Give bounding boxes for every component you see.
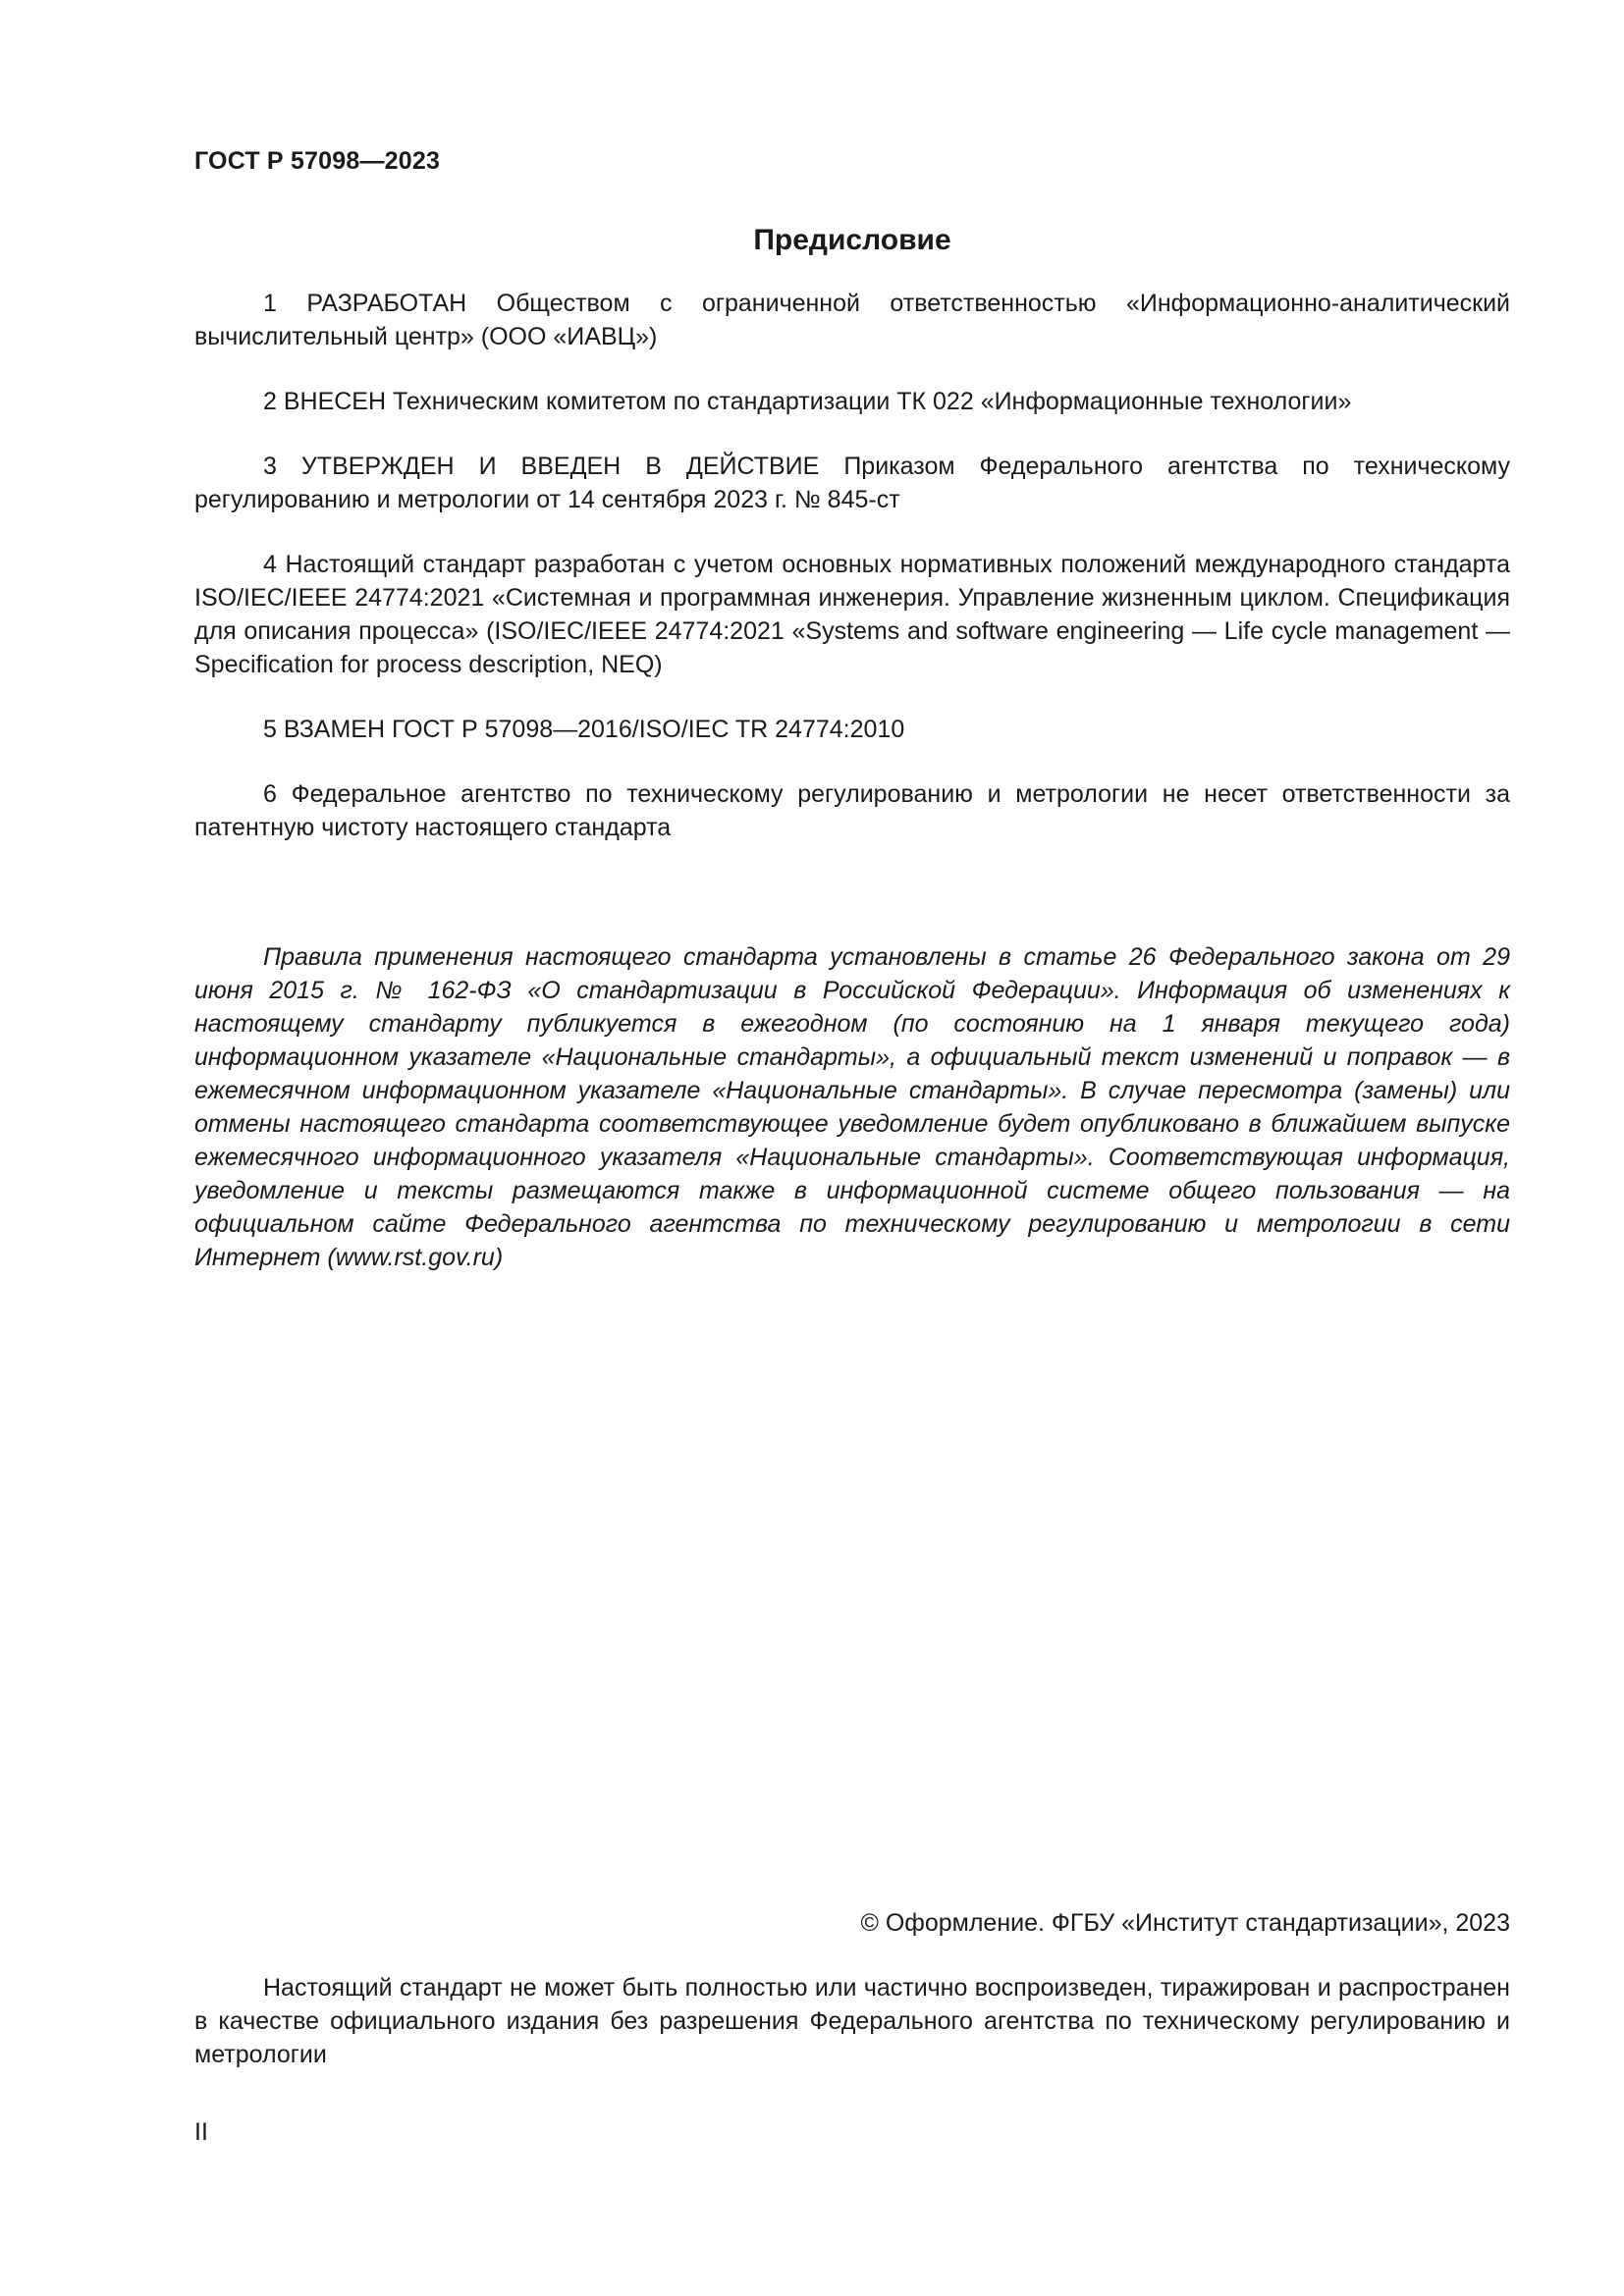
copyright-line: © Оформление. ФГБУ «Институт стандартизации», 2023 <box>860 1909 1510 1937</box>
standard-code: ГОСТ Р 57098—2023 <box>194 147 441 175</box>
preface-item-basis: 4 Настоящий стандарт разработан с учетом основных нормативных положений международного стандарта ISO/IEC/IEEE 24774:2021 «Системная и программная инженерия. Управление жизненным циклом. Спецификация для описания процесса» (ISO/IEC/IEEE 24774:2021 «Systems and software engineering — Life cycle management — Specification for process description, NEQ) <box>194 551 1510 678</box>
page-title: Предисловие <box>753 224 951 256</box>
reproduction-restriction: Настоящий стандарт не может быть полностью или частично воспроизведен, тиражирован и распространен в качестве официального издания без разрешения Федерального агентства по техническому регулированию и метрологии <box>194 1974 1510 2068</box>
page-number: II <box>194 2118 208 2146</box>
preface-item-developed: 1 РАЗРАБОТАН Обществом с ограниченной ответственностью «Информационно-аналитический вычислительный центр» (ООО «ИАВЦ») <box>194 290 1510 350</box>
preface-items <box>194 287 1510 876</box>
preface-item-approved: 3 УТВЕРЖДЕН И ВВЕДЕН В ДЕЙСТВИЕ Приказом Федерального агентства по техническому регулированию и метрологии от 14 сентября 2023 г. № 845-ст <box>194 453 1510 513</box>
preface-item-submitted: 2 ВНЕСЕН Техническим комитетом по стандартизации ТК 022 «Информационные технологии» <box>263 388 1352 415</box>
preface-item-replaces: 5 ВЗАМЕН ГОСТ Р 57098—2016/ISO/IEC TR 24774:2010 <box>263 716 905 743</box>
application-rules-notice: Правила применения настоящего стандарта установлены в статье 26 Федерального закона от 29 июня 2015 г. № 162-ФЗ «О стандартизации в Российской Федерации». Информация об изменениях к настоящему стандарту публикуется в ежегодном (по состоянию на 1 января текущего года) информационном указателе «Национальные стандарты», а официальный текст изменений и поправок — в ежемесячном информационном указателе «Национальные стандарты». В случае пересмотра (замены) или отмены настоящего стандарта соответствующее уведомление будет опубликовано в ближайшем выпуске ежемесячного информационного указателя «Национальные стандарты». Соответствующая информация, уведомление и тексты размещаются также в информационной системе общего пользования — на официальном сайте Федерального агентства по техническому регулированию и метрологии в сети Интернет (www.rst.gov.ru) <box>194 943 1510 1271</box>
preface-item-patent: 6 Федеральное агентство по техническому регулированию и метрологии не несет ответственности за патентную чистоту настоящего стандарта <box>194 780 1510 841</box>
